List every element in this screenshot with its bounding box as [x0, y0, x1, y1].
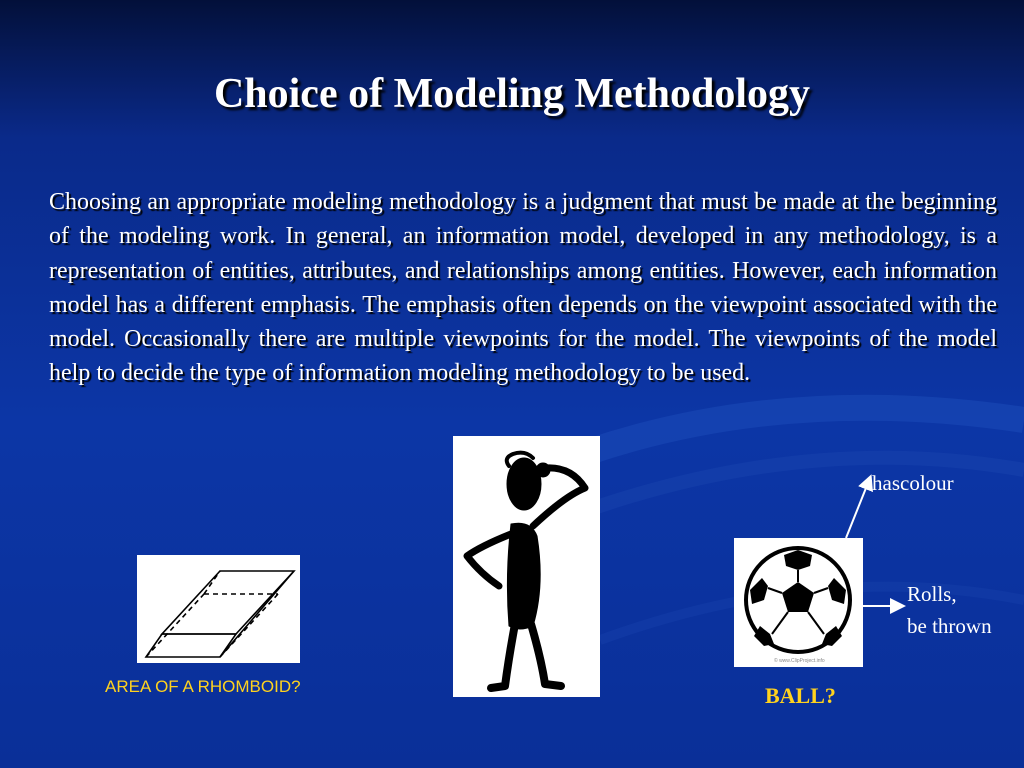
thinking-figure-image: [453, 436, 600, 697]
rhomboid-icon: [137, 555, 300, 663]
attribute-label: hascolour: [872, 471, 954, 495]
ball-watermark: © www.ClipProject.info: [774, 658, 825, 664]
soccer-ball-icon: [734, 538, 863, 667]
rhomboid-caption: AREA OF A RHOMBOID?: [105, 677, 301, 696]
rhomboid-image: [137, 555, 300, 663]
ball-caption: BALL?: [765, 683, 836, 708]
action-label-line2: be thrown: [907, 614, 992, 638]
action-label: [907, 578, 992, 642]
soccer-ball-image: [734, 538, 863, 667]
slide-title: Choice of Modeling Methodology: [213, 71, 811, 117]
thinking-person-icon: [453, 436, 600, 697]
action-label-line1: Rolls,: [907, 582, 957, 606]
slide-body-text: Choosing an appropriate modeling methodology is a judgment that must be made at the beginning of the modeling work. In general, an information model, developed in any methodology, is a representation of entities, attributes, and relationships among entities. However, each information model has a different emphasis. The emphasis often depends on the viewpoint associated with the model. Occasionally there are multiple viewpoints for the model. The viewpoints of the model help to decide the type of information modeling methodology to be used.: [49, 189, 997, 387]
